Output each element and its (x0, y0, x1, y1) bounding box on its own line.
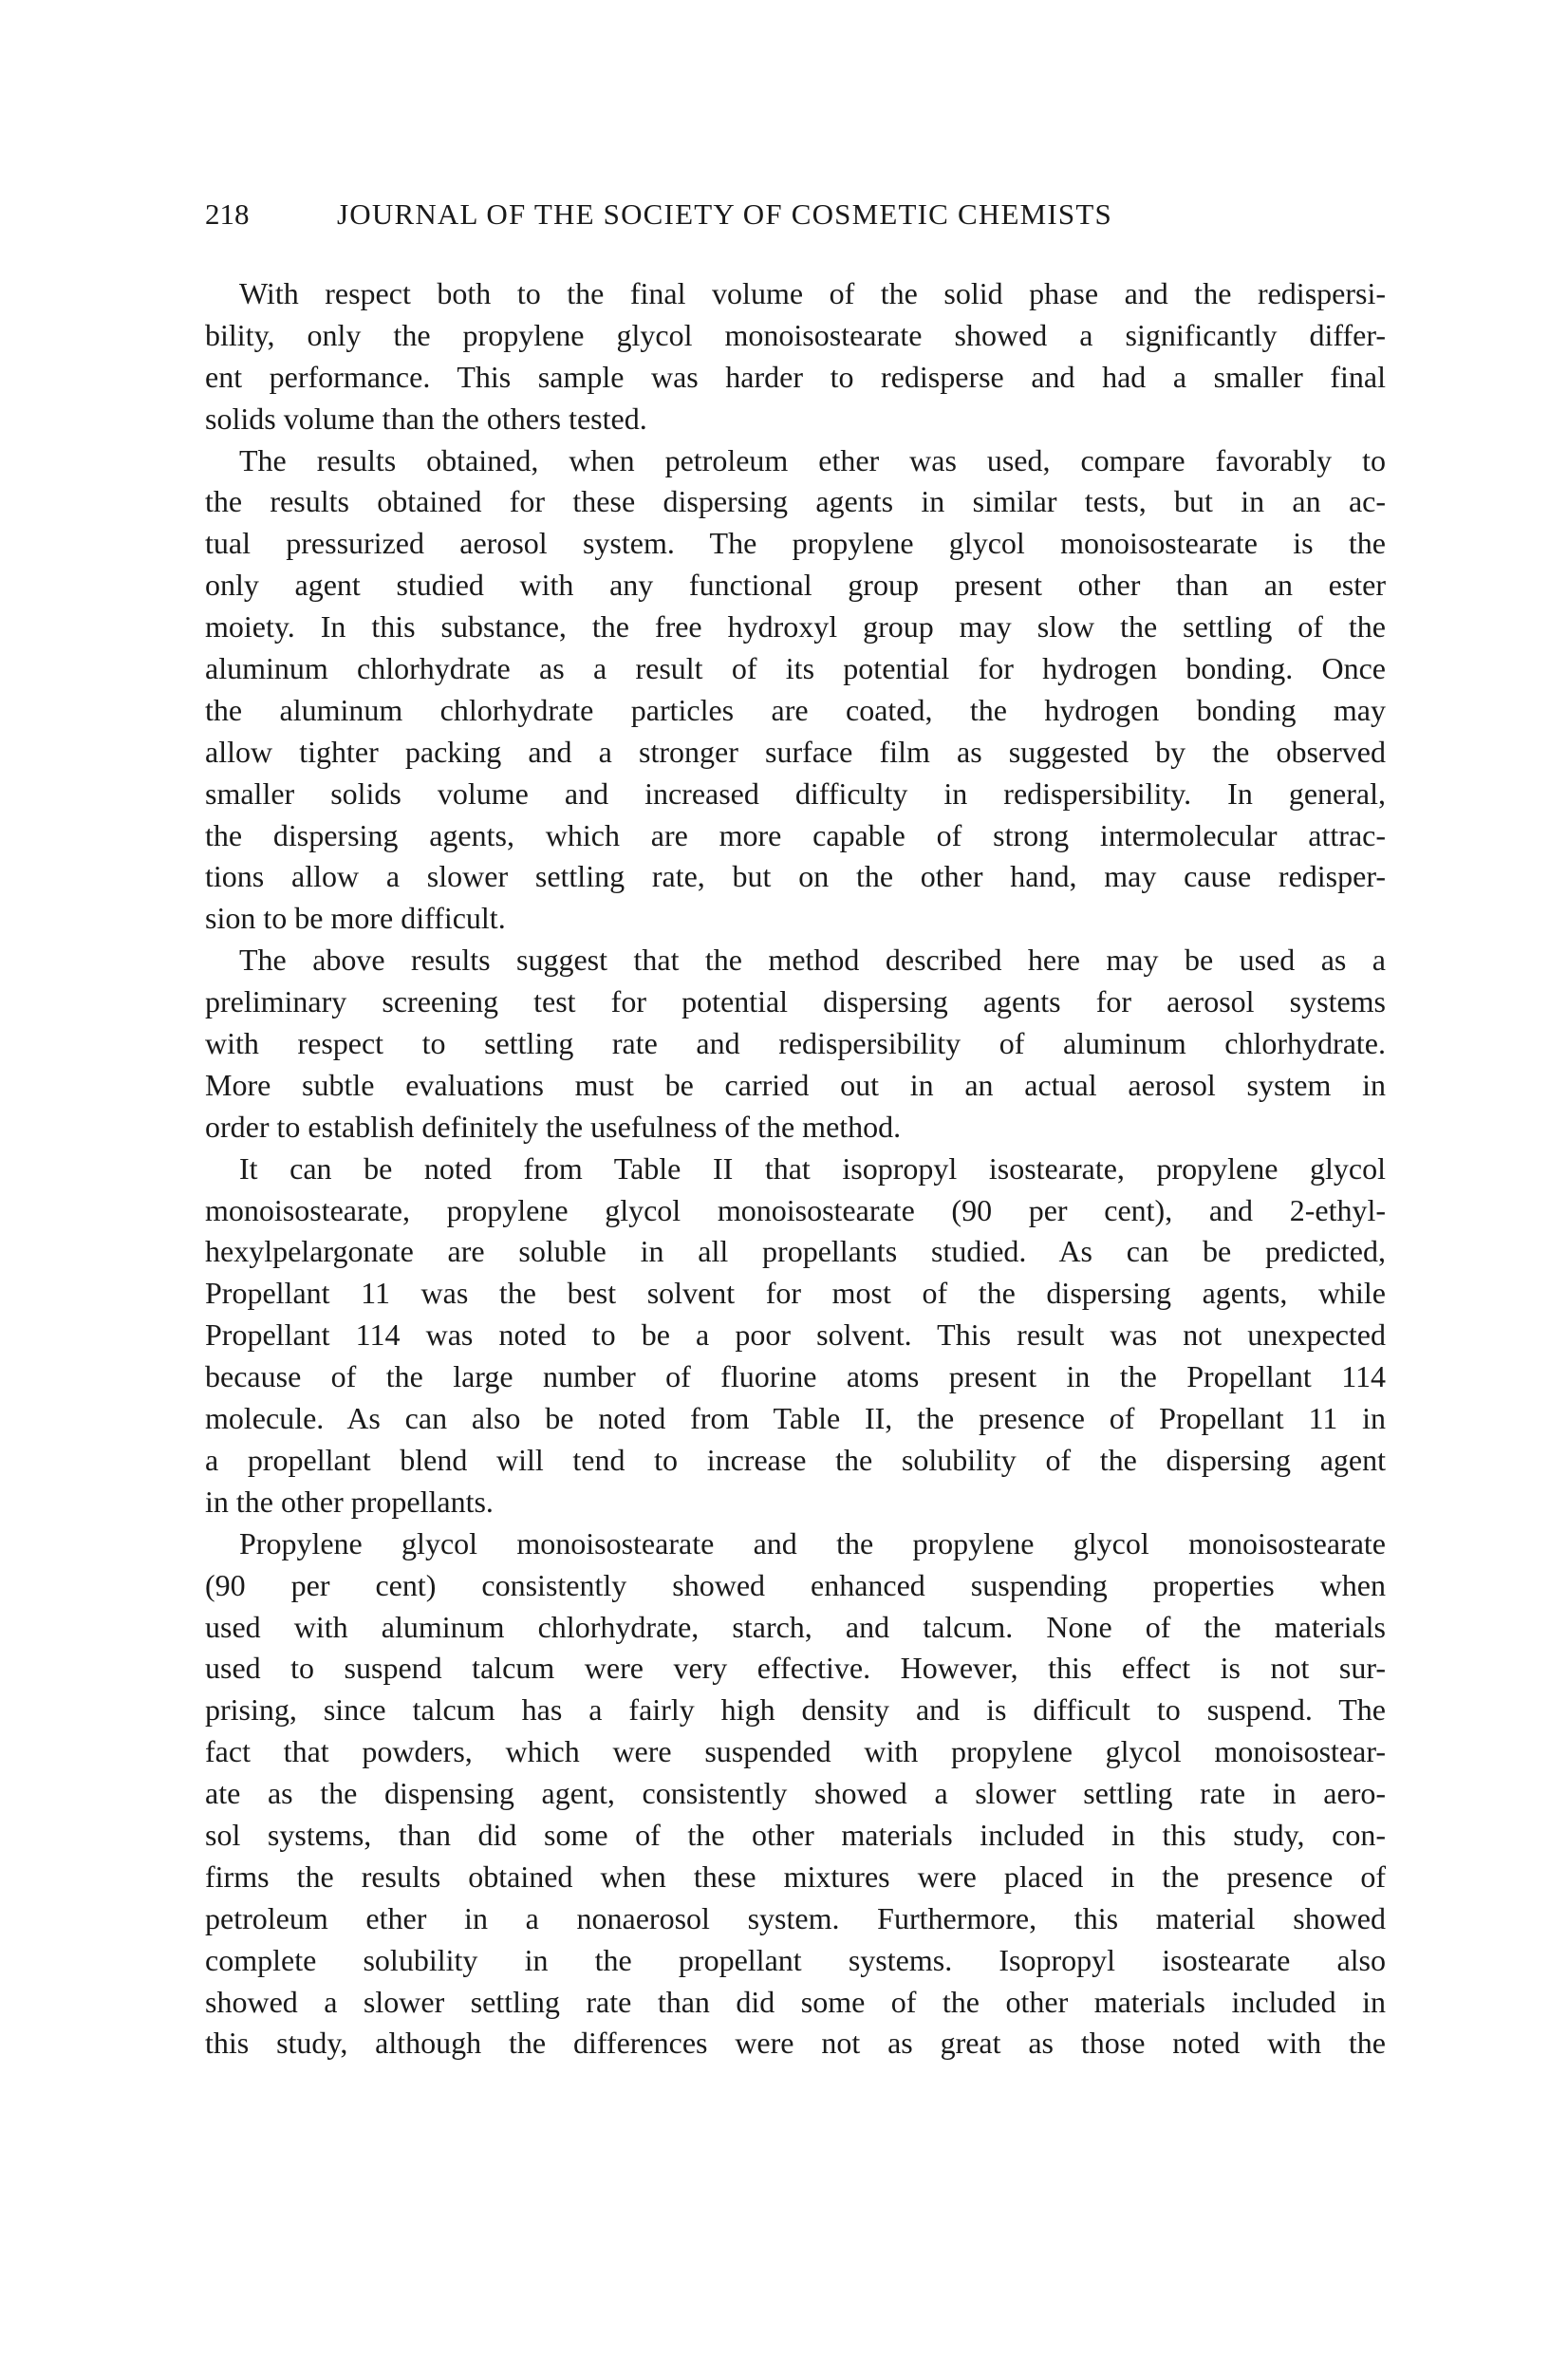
text-line: ent performance. This sample was harder to redisperse and had a smaller final (205, 359, 1386, 394)
text-line: More subtle evaluations must be carried out in an actual aerosol system in (205, 1067, 1386, 1102)
text-line: preliminary screening test for potential dispersing agents for aerosol systems (205, 984, 1386, 1019)
text-line: used to suspend talcum were very effective. However, this effect is not sur- (205, 1651, 1386, 1686)
text-line: Propellant 11 was the best solvent for most of the dispersing agents, while (205, 1276, 1386, 1311)
text-line: firms the results obtained when these mixtures were placed in the presence of (205, 1859, 1386, 1894)
text-line: ate as the dispensing agent, consistently showed a slower settling rate in aero- (205, 1776, 1386, 1811)
text-line: petroleum ether in a nonaerosol system. Furthermore, this material showed (205, 1900, 1386, 1935)
text-line: Propellant 114 was noted to be a poor solvent. This result was not unexpected (205, 1317, 1386, 1353)
text-line: allow tighter packing and a stronger surface film as suggested by the observed (205, 734, 1386, 769)
paragraph (205, 273, 1386, 440)
text-line: monoisostearate, propylene glycol monoisostearate (90 per cent), and 2-ethyl- (205, 1192, 1386, 1227)
text-line: bility, only the propylene glycol monoisostearate showed a significantly differ- (205, 317, 1386, 352)
article-body (205, 273, 1386, 2065)
paragraph (205, 940, 1386, 1148)
text-line: Propylene glycol monoisostearate and the propylene glycol monoisostearate (239, 1525, 1386, 1560)
text-line: order to establish definitely the usefulness of the method. (205, 1109, 902, 1144)
running-header (205, 197, 1391, 232)
text-line: It can be noted from Table II that isopropyl isostearate, propylene glycol (239, 1150, 1386, 1186)
text-line: prising, since talcum has a fairly high density and is difficult to suspend. The (205, 1692, 1386, 1728)
text-line: aluminum chlorhydrate as a result of its potential for hydrogen bonding. Once (205, 651, 1386, 686)
text-line: (90 per cent) consistently showed enhanced suspending properties when (205, 1567, 1386, 1602)
text-line: solids volume than the others tested. (205, 401, 647, 436)
text-line: with respect to settling rate and redispersibility of aluminum chlorhydrate. (205, 1026, 1386, 1061)
paragraph (205, 440, 1386, 941)
text-line: tual pressurized aerosol system. The propylene glycol monoisostearate is the (205, 526, 1386, 561)
text-line: sol systems, than did some of the other materials included in this study, con- (205, 1817, 1386, 1852)
text-line: moiety. In this substance, the free hydroxyl group may slow the settling of the (205, 609, 1386, 645)
text-line: tions allow a slower settling rate, but on the other hand, may cause redisper- (205, 859, 1386, 894)
text-line: used with aluminum chlorhydrate, starch, and talcum. None of the materials (205, 1609, 1386, 1644)
text-line: showed a slower settling rate than did some of the other materials included in (205, 1984, 1386, 2019)
text-line: the dispersing agents, which are more capable of strong intermolecular attrac- (205, 817, 1386, 852)
text-line: smaller solids volume and increased difficulty in redispersibility. In general, (205, 775, 1386, 811)
text-line: the results obtained for these dispersing agents in similar tests, but in an ac- (205, 484, 1386, 519)
text-line: The results obtained, when petroleum ether was used, compare favorably to (239, 442, 1386, 477)
text-line: With respect both to the final volume of the solid phase and the redispersi- (239, 276, 1386, 310)
text-line: a propellant blend will tend to increase the solubility of the dispersing agent (205, 1442, 1386, 1477)
text-line: the aluminum chlorhydrate particles are coated, the hydrogen bonding may (205, 692, 1386, 727)
text-line: fact that powders, which were suspended with propylene glycol monoisostear- (205, 1734, 1386, 1769)
text-line: complete solubility in the propellant systems. Isopropyl isostearate also (205, 1942, 1386, 1977)
page-number: 218 (205, 197, 250, 231)
paragraph (205, 1523, 1386, 2065)
text-line: because of the large number of fluorine atoms present in the Propellant 114 (205, 1359, 1386, 1394)
text-line: molecule. As can also be noted from Table II, the presence of Propellant 11 in (205, 1401, 1386, 1436)
paragraph (205, 1149, 1386, 1523)
text-line: hexylpelargonate are soluble in all propellants studied. As can be predicted, (205, 1234, 1386, 1269)
text-line: in the other propellants. (205, 1484, 494, 1519)
text-line: only agent studied with any functional group present other than an ester (205, 568, 1386, 603)
text-line: this study, although the differences were not as great as those noted with the (205, 2026, 1386, 2061)
journal-title: JOURNAL OF THE SOCIETY OF COSMETIC CHEMISTS (337, 197, 1112, 231)
text-line: The above results suggest that the method described here may be used as a (239, 943, 1386, 978)
text-line: sion to be more difficult. (205, 901, 506, 936)
